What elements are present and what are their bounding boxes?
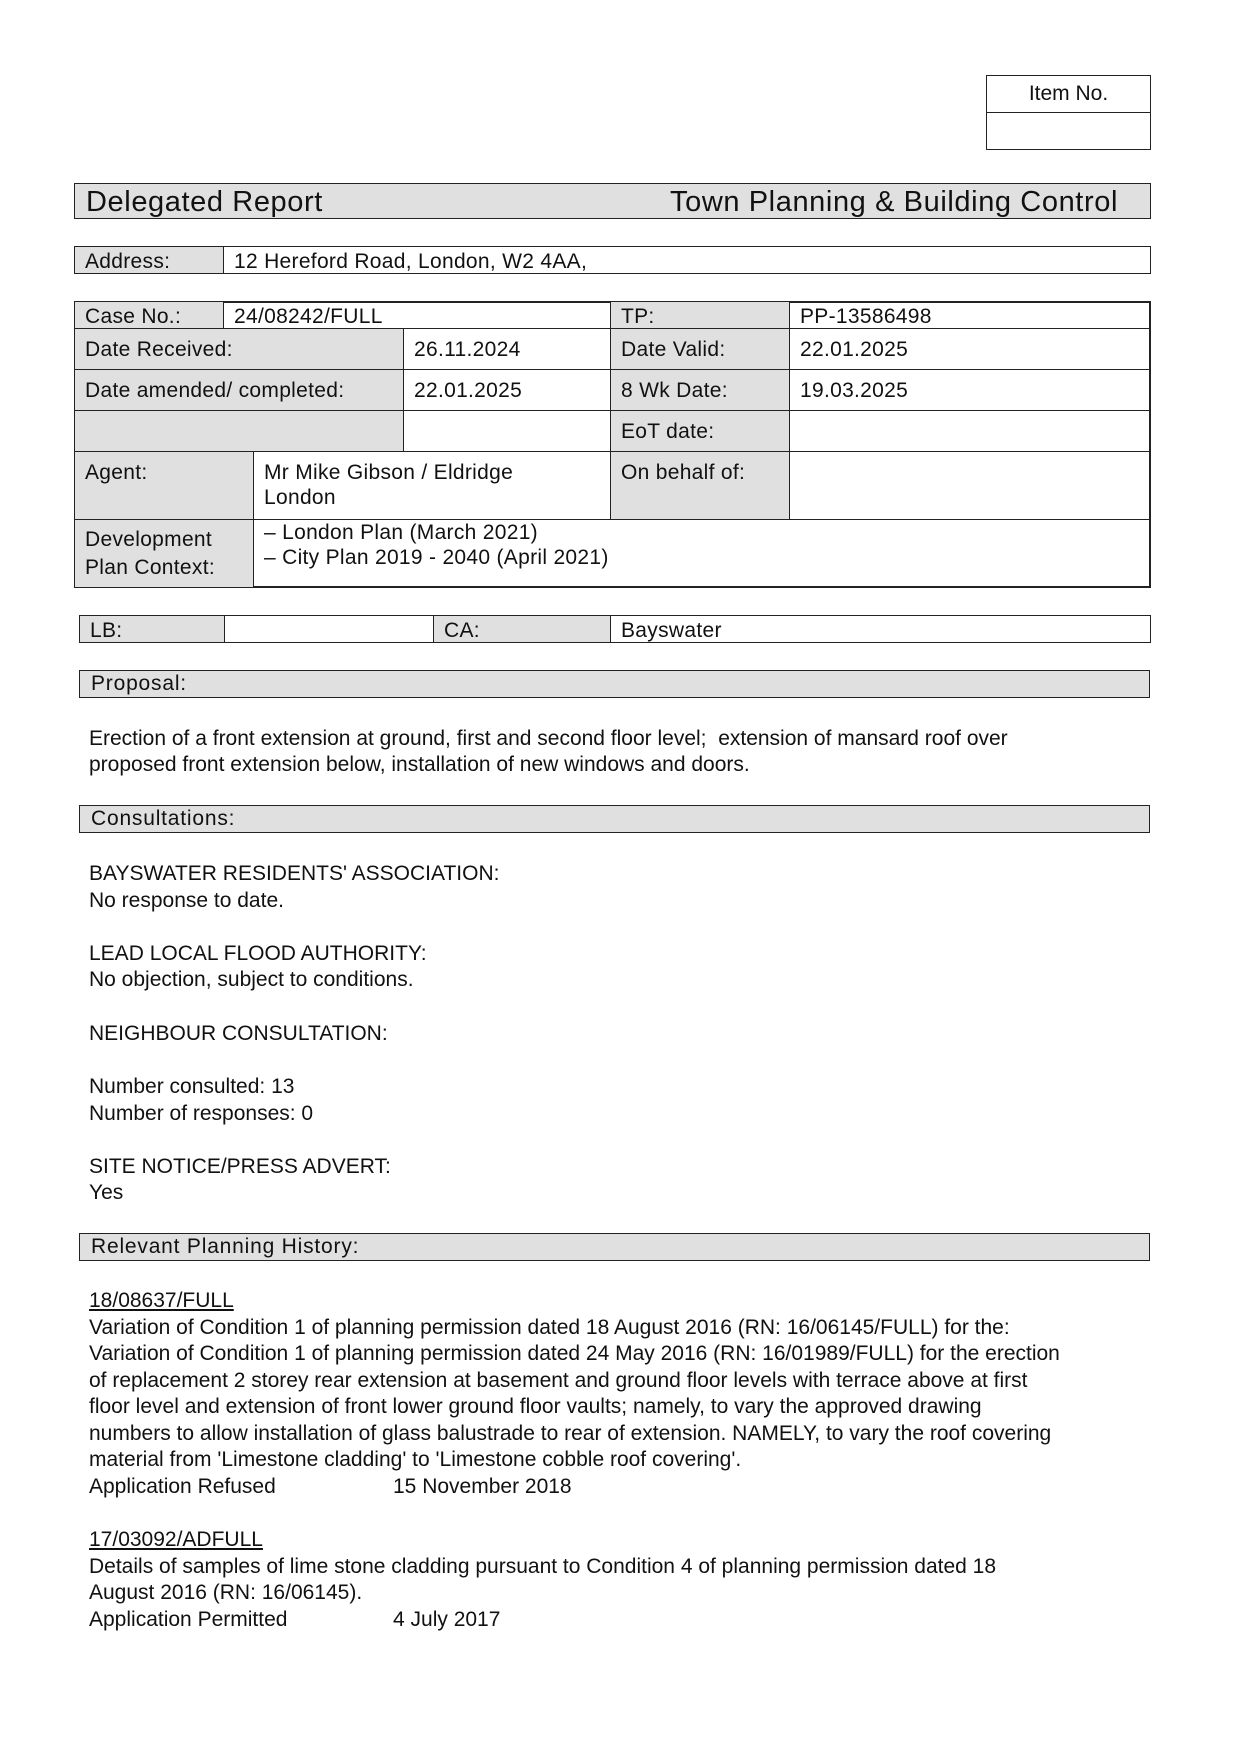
- bra-title: BAYSWATER RESIDENTS' ASSOCIATION:: [89, 862, 500, 885]
- site-notice-title: SITE NOTICE/PRESS ADVERT:: [89, 1155, 391, 1178]
- item-no-label: Item No.: [987, 76, 1150, 113]
- number-consulted: Number consulted: 13: [89, 1075, 295, 1098]
- agent-line-1: Mr Mike Gibson / Eldridge: [264, 461, 514, 484]
- item-no-value: [987, 113, 1150, 149]
- history-ref: 18/08637/FULL: [89, 1289, 234, 1312]
- item-no-box: [986, 75, 1151, 150]
- proposal-line-1: Erection of a front extension at ground, first and second floor level; extension of mansard roof over: [89, 727, 1008, 750]
- report-header: [74, 183, 1151, 219]
- history-heading: Relevant Planning History:: [79, 1233, 1150, 1261]
- history-decision-date: 4 July 2017: [393, 1608, 501, 1631]
- llfa-text: No objection, subject to conditions.: [89, 968, 414, 991]
- agent-line-2: London: [264, 486, 336, 509]
- agent-value: [253, 451, 611, 520]
- history-line: Variation of Condition 1 of planning permission dated 18 August 2016 (RN: 16/06145/FULL) for the:: [89, 1316, 1010, 1339]
- ca-label: CA:: [433, 615, 611, 643]
- dev-plan-value: [253, 519, 1151, 588]
- history-decision: Application Refused: [89, 1475, 276, 1498]
- dev-plan-label-1: Development: [85, 528, 213, 551]
- lb-value: [224, 615, 434, 643]
- bra-text: No response to date.: [89, 889, 284, 912]
- history-decision-date: 15 November 2018: [393, 1475, 572, 1498]
- 8wk-date-value: 19.03.2025: [789, 369, 1151, 411]
- case-no-label: Case No.:: [74, 301, 224, 329]
- llfa-title: LEAD LOCAL FLOOD AUTHORITY:: [89, 942, 427, 965]
- report-title: Delegated Report: [86, 186, 323, 218]
- 8wk-date-label: 8 Wk Date:: [610, 369, 790, 411]
- history-ref: 17/03092/ADFULL: [89, 1528, 263, 1551]
- ca-value: Bayswater: [610, 615, 1151, 643]
- history-line: of replacement 2 storey rear extension at basement and ground floor levels with terrace above at first: [89, 1369, 1028, 1392]
- proposal-heading: Proposal:: [79, 670, 1150, 698]
- history-line: Variation of Condition 1 of planning permission dated 24 May 2016 (RN: 16/01989/FULL) for the erection: [89, 1342, 1060, 1365]
- date-valid-value: 22.01.2025: [789, 328, 1151, 370]
- eot-date-label: EoT date:: [610, 410, 790, 452]
- dev-plan-label: [74, 519, 254, 588]
- blank-label: [74, 410, 404, 452]
- history-line: August 2016 (RN: 16/06145).: [89, 1581, 363, 1604]
- history-line: floor level and extension of front lower ground floor vaults; namely, to vary the approved drawing: [89, 1395, 982, 1418]
- history-line: Details of samples of lime stone cladding pursuant to Condition 4 of planning permission dated 18: [89, 1555, 997, 1578]
- lb-label: LB:: [79, 615, 225, 643]
- on-behalf-label: On behalf of:: [610, 451, 790, 520]
- date-received-value: 26.11.2024: [403, 328, 611, 370]
- date-received-label: Date Received:: [74, 328, 404, 370]
- site-notice-text: Yes: [89, 1181, 124, 1204]
- eot-date-value: [789, 410, 1151, 452]
- history-line: material from 'Limestone cladding' to 'Limestone cobble roof covering'.: [89, 1448, 742, 1471]
- dev-plan-label-2: Plan Context:: [85, 556, 215, 579]
- dev-plan-line-1: – London Plan (March 2021): [264, 521, 538, 544]
- history-line: numbers to allow installation of glass balustrade to rear of extension. NAMELY, to vary the roof covering: [89, 1422, 1052, 1445]
- history-decision: Application Permitted: [89, 1608, 288, 1631]
- blank-value: [403, 410, 611, 452]
- agent-label: Agent:: [74, 451, 254, 520]
- date-amended-label: Date amended/ completed:: [74, 369, 404, 411]
- tp-label: TP:: [610, 301, 790, 329]
- date-amended-value: 22.01.2025: [403, 369, 611, 411]
- dev-plan-line-2: – City Plan 2019 - 2040 (April 2021): [264, 546, 609, 569]
- address-label: Address:: [74, 246, 224, 274]
- proposal-line-2: proposed front extension below, installation of new windows and doors.: [89, 753, 750, 776]
- number-responses: Number of responses: 0: [89, 1102, 314, 1125]
- consultations-heading: Consultations:: [79, 805, 1150, 833]
- department-title: Town Planning & Building Control: [669, 186, 1118, 218]
- date-valid-label: Date Valid:: [610, 328, 790, 370]
- tp-value: PP-13586498: [789, 301, 1151, 329]
- case-no-value: 24/08242/FULL: [223, 301, 611, 329]
- address-value: 12 Hereford Road, London, W2 4AA,: [223, 246, 1151, 274]
- on-behalf-value: [789, 451, 1151, 520]
- neighbour-title: NEIGHBOUR CONSULTATION:: [89, 1022, 388, 1045]
